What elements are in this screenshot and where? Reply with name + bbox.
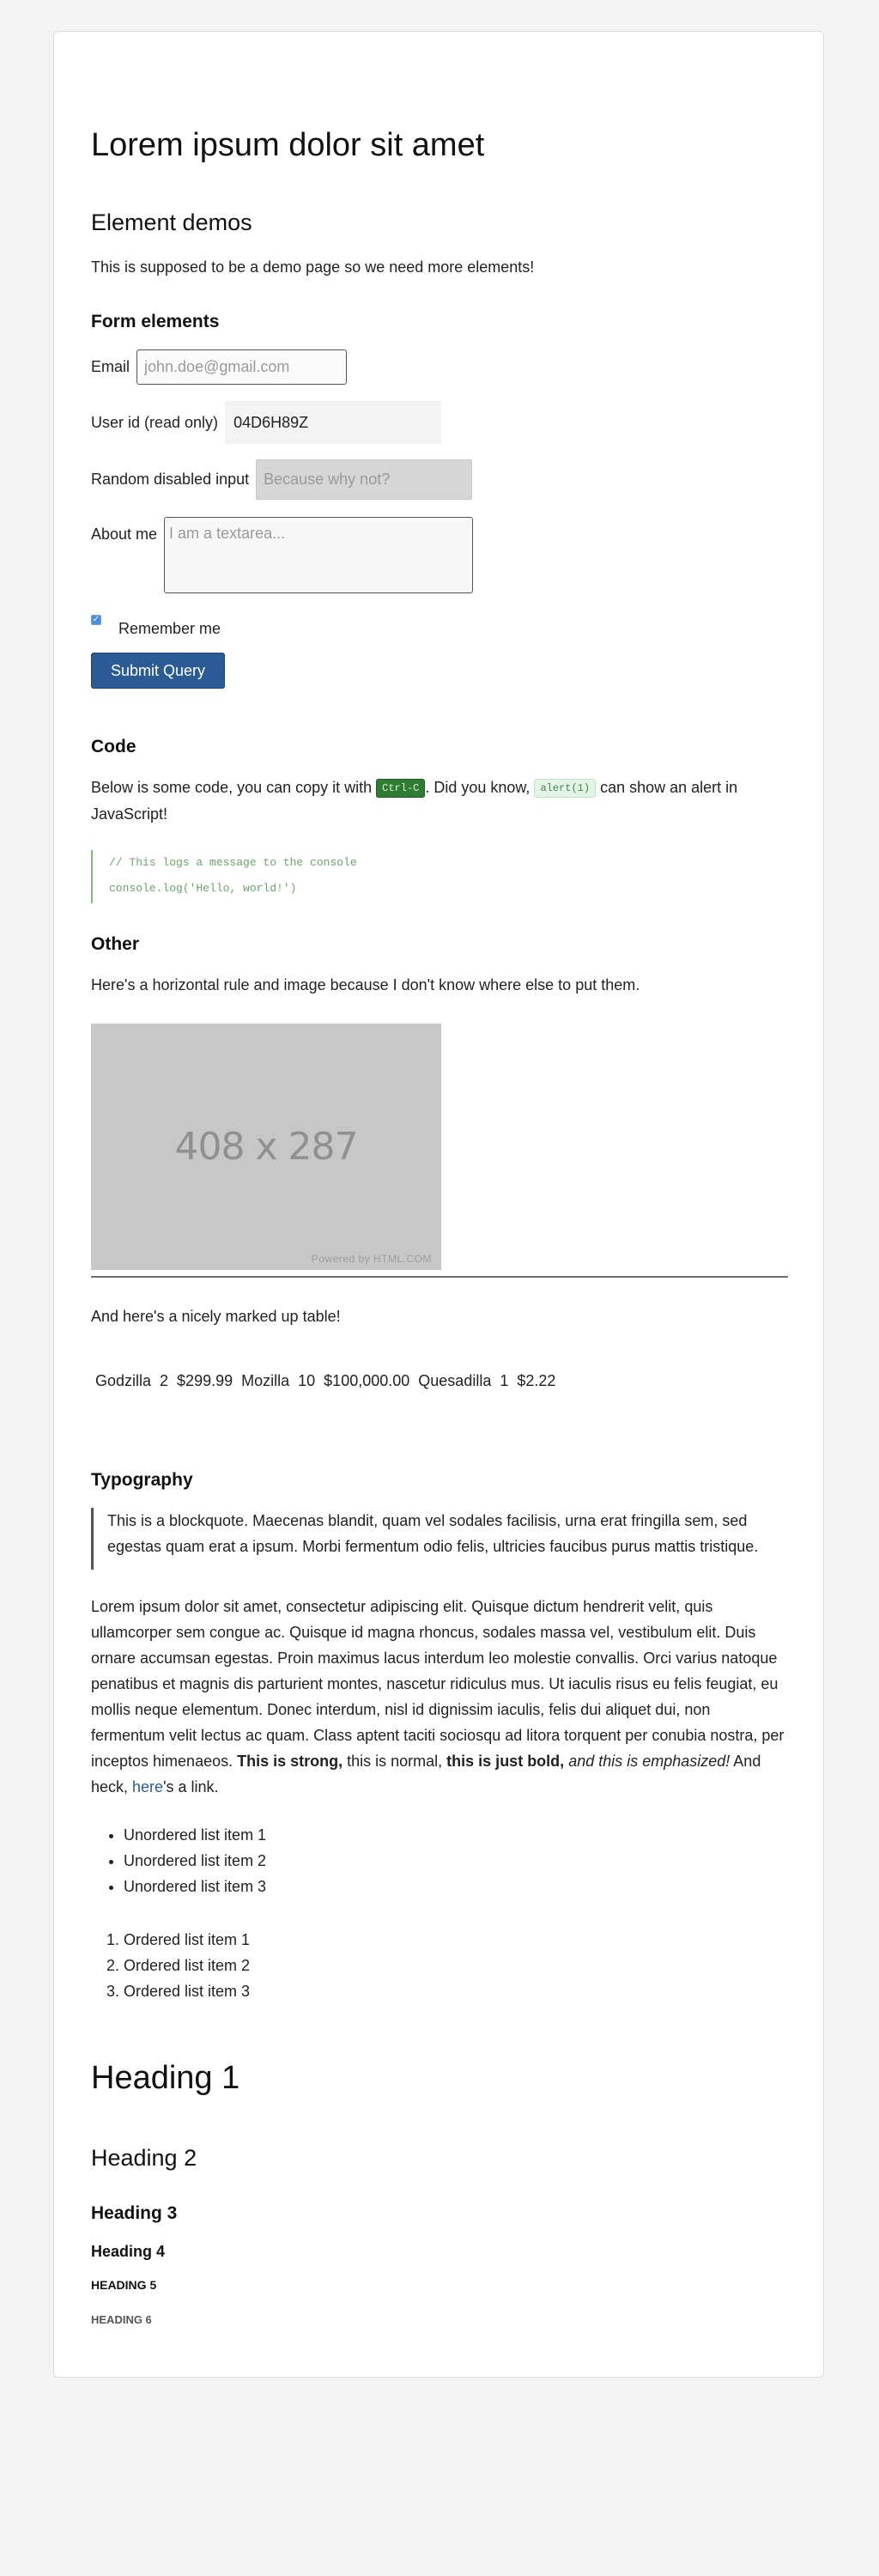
table-intro: And here's a nicely marked up table! [91, 1308, 341, 1325]
disabled-field [256, 459, 472, 500]
userid-field[interactable] [225, 401, 441, 444]
here-link[interactable]: here [132, 1778, 164, 1795]
disabled-label: Random disabled input [91, 471, 250, 488]
data-table [91, 1369, 560, 1393]
table-cell: $2.22 [517, 1371, 556, 1389]
remember-label: Remember me [118, 620, 221, 637]
code-line-comment: // This logs a message to the console [109, 856, 357, 869]
and-heck-text: And heck, [91, 1753, 761, 1795]
table-cell: 10 [298, 1371, 316, 1389]
table-cell: Quesadilla [418, 1371, 492, 1389]
other-intro: Here's a horizontal rule and image because I don't know where else to put them. [91, 976, 640, 993]
bold-text: this is just bold, [446, 1753, 565, 1770]
image-powered-label: Powered by HTML.COM [311, 1253, 432, 1265]
horizontal-rule [91, 1276, 788, 1278]
table-row [91, 1369, 560, 1393]
list-item: • Unordered list item 1 [124, 1822, 266, 1848]
list-item: 3. Ordered list item 3 [124, 1978, 250, 2004]
ordered-list [91, 1927, 250, 2004]
table-cell: 2 [160, 1371, 169, 1389]
paragraph-body: Lorem ipsum dolor sit amet, consectetur adipiscing elit. Quisque dictum hendrerit velit, quis ullamcorper sem congue ac. Quisque id magna rhoncus, sodales massa vel, vestibulum elit. Duis ornare accumsan egestas. Proin maximus lacus interdum leo molestie convallis. Orci varius natoque penatibus et magnis dis parturient montes, nascetur ridiculus mus. Ut iaculis risus eu felis feugiat, eu mollis neque elementum. Donec interdum, nisl id dignissim iaculis, felis dui aliquet dui, non fermentum velit lectus ac quam. Class aptent taciti sociosqu ad litora torquent per conubia nostra, per inceptos himenaeos. [91, 1598, 785, 1770]
emphasized-text: and this is emphasized! [564, 1753, 730, 1770]
submit-button[interactable]: Submit Query [91, 653, 225, 689]
about-textarea[interactable] [164, 517, 473, 593]
table-cell: 1 [500, 1371, 509, 1389]
image-dimensions-label: 408 x 287 [174, 1125, 358, 1169]
userid-label: User id (read only) [91, 413, 219, 431]
code-intro [91, 775, 788, 827]
email-field[interactable] [136, 349, 347, 385]
kbd-ctrl-c: Ctrl-C [376, 779, 425, 798]
heading-3: Heading 3 [91, 2203, 178, 2223]
list-item: • Unordered list item 3 [124, 1874, 266, 1899]
link-after-text: 's a link. [163, 1778, 219, 1795]
heading-6: HEADING 6 [91, 2313, 152, 2326]
about-row [91, 517, 473, 593]
page-title: Lorem ipsum dolor sit amet [91, 127, 485, 163]
list-item: 1. Ordered list item 1 [124, 1927, 250, 1953]
placeholder-image [91, 1024, 441, 1270]
heading-5: HEADING 5 [91, 2278, 157, 2292]
element-demos-heading: Element demos [91, 210, 252, 235]
typography-heading: Typography [91, 1470, 193, 1490]
form-elements-heading: Form elements [91, 312, 220, 331]
table-cell: Godzilla [95, 1371, 152, 1389]
about-label: About me [91, 526, 158, 543]
code-block [91, 850, 788, 903]
list-item: • Unordered list item 2 [124, 1848, 266, 1874]
heading-1: Heading 1 [91, 2060, 240, 2096]
code-text-after: can show an alert in JavaScript! [91, 779, 738, 823]
email-label: Email [91, 358, 130, 375]
inline-code-alert: alert(1) [534, 779, 596, 798]
remember-checkbox[interactable]: ✓ [92, 615, 100, 624]
typography-paragraph [91, 1594, 788, 1800]
code-line-console: console.log('Hello, world!') [109, 882, 297, 895]
unordered-list [91, 1822, 266, 1899]
heading-2: Heading 2 [91, 2145, 197, 2171]
normal-text: this is normal, [343, 1753, 447, 1770]
code-heading: Code [91, 737, 136, 756]
heading-4: Heading 4 [91, 2243, 166, 2260]
list-item: 2. Ordered list item 2 [124, 1953, 250, 1978]
strong-text: This is strong, [237, 1753, 343, 1770]
table-cell: $100,000.00 [324, 1371, 410, 1389]
blockquote: This is a blockquote. Maecenas blandit, quam vel sodales facilisis, urna erat fringilla sem, sed egestas quam erat a ipsum. Morbi fermentum odio felis, ultricies faucibus purus mattis tristique. [91, 1508, 788, 1570]
code-text-middle: . Did you know, [425, 779, 535, 796]
disabled-row [91, 459, 472, 500]
other-heading: Other [91, 934, 140, 954]
element-demos-intro: This is supposed to be a demo page so we need more elements! [91, 258, 535, 276]
table-cell: Mozilla [241, 1371, 290, 1389]
table-cell: $299.99 [177, 1371, 233, 1389]
email-row [91, 349, 347, 385]
userid-row [91, 401, 441, 444]
code-text-before: Below is some code, you can copy it with [91, 779, 377, 796]
